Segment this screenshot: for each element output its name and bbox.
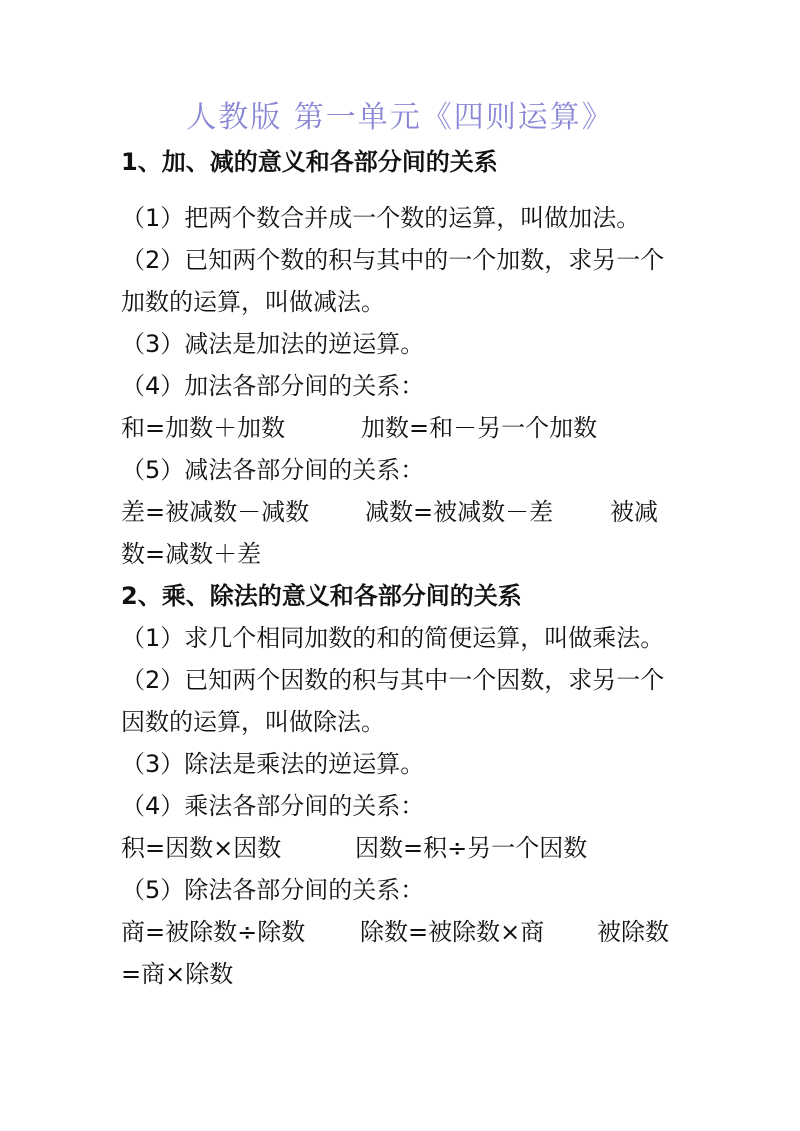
addition-formulas bbox=[121, 409, 721, 447]
document-title: 人教版 第一单元《四则运算》 bbox=[186, 100, 614, 135]
formula-divisor: 除数=被除数×商 bbox=[360, 918, 545, 946]
section-2-point-2-line-1: （2）已知两个因数的积与其中一个因数，求另一个 bbox=[121, 666, 665, 694]
formula-dividend-part-2: =商×除数 bbox=[121, 960, 234, 988]
section-1-heading: 1、加、减的意义和各部分间的关系 bbox=[121, 148, 498, 176]
section-1-point-3: （3）减法是加法的逆运算。 bbox=[121, 330, 425, 358]
section-1-point-5: （5）减法各部分间的关系： bbox=[121, 456, 425, 484]
section-1-point-2-line-2: 加数的运算，叫做减法。 bbox=[121, 288, 385, 316]
section-2-point-4: （4）乘法各部分间的关系： bbox=[121, 792, 425, 820]
section-2-point-2-line-2: 因数的运算，叫做除法。 bbox=[121, 708, 385, 736]
formula-sum: 和=加数＋加数 bbox=[121, 414, 286, 442]
formula-minuend-part-1: 被减 bbox=[610, 498, 658, 526]
formula-product: 积=因数×因数 bbox=[121, 834, 282, 862]
formula-difference: 差=被减数－减数 bbox=[121, 498, 310, 526]
section-1-point-1: （1）把两个数合并成一个数的运算，叫做加法。 bbox=[121, 204, 641, 232]
section-2-point-5: （5）除法各部分间的关系： bbox=[121, 876, 425, 904]
formula-subtrahend: 减数=被减数－差 bbox=[365, 498, 554, 526]
section-1-point-2-line-1: （2）已知两个数的积与其中的一个加数，求另一个 bbox=[121, 246, 665, 274]
division-formulas bbox=[121, 913, 721, 951]
section-2-point-1: （1）求几个相同加数的和的简便运算，叫做乘法。 bbox=[121, 624, 665, 652]
formula-dividend-part-1: 被除数 bbox=[597, 918, 669, 946]
formula-addend: 加数=和－另一个加数 bbox=[361, 414, 598, 442]
section-2-heading: 2、乘、除法的意义和各部分间的关系 bbox=[121, 582, 522, 610]
formula-minuend-part-2: 数=减数＋差 bbox=[121, 540, 262, 568]
section-1-point-4: （4）加法各部分间的关系： bbox=[121, 372, 425, 400]
subtraction-formulas bbox=[121, 493, 721, 531]
formula-factor: 因数=积÷另一个因数 bbox=[355, 834, 588, 862]
section-2-point-3: （3）除法是乘法的逆运算。 bbox=[121, 750, 425, 778]
formula-quotient: 商=被除数÷除数 bbox=[121, 918, 306, 946]
multiplication-formulas bbox=[121, 829, 721, 867]
